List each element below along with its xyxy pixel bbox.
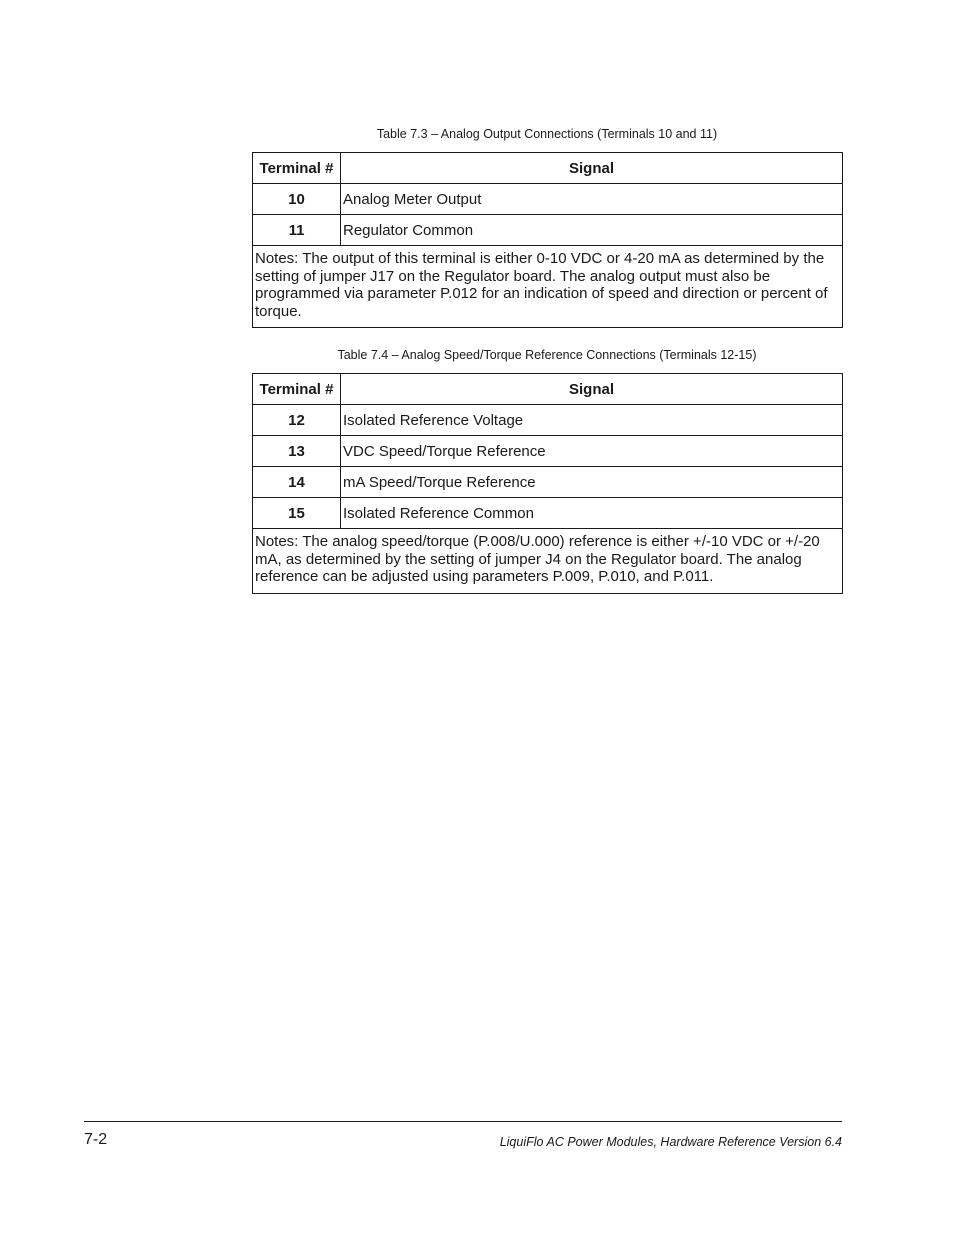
terminal-number: 10	[253, 184, 341, 215]
table-row	[253, 405, 843, 436]
footer-divider	[84, 1121, 842, 1122]
terminal-number: 12	[253, 405, 341, 436]
header-signal: Signal	[341, 374, 843, 405]
signal-name: Isolated Reference Voltage	[341, 405, 843, 436]
header-terminal: Terminal #	[253, 153, 341, 184]
terminal-number: 13	[253, 436, 341, 467]
signal-name: Analog Meter Output	[341, 184, 843, 215]
table-header-row	[253, 153, 843, 184]
footer-document-title: LiquiFlo AC Power Modules, Hardware Reference Version 6.4	[499, 1135, 842, 1149]
page-number: 7-2	[84, 1131, 108, 1148]
table-7-4-caption: Table 7.4 – Analog Speed/Torque Reference Connections (Terminals 12-15)	[337, 348, 757, 362]
table-7-3-caption: Table 7.3 – Analog Output Connections (Terminals 10 and 11)	[376, 127, 718, 141]
signal-name: VDC Speed/Torque Reference	[341, 436, 843, 467]
table-row	[253, 436, 843, 467]
terminal-number: 11	[253, 215, 341, 246]
signal-name: Isolated Reference Common	[341, 498, 843, 529]
table-notes-row	[253, 246, 843, 328]
table-notes: Notes: The output of this terminal is either 0-10 VDC or 4-20 mA as determined by the setting of jumper J17 on the Regulator board. The analog output must also be programmed via parameter P.012 for an indication of speed and direction or percent of torque.	[253, 246, 843, 328]
table-notes: Notes: The analog speed/torque (P.008/U.000) reference is either +/-10 VDC or +/-20 mA, as determined by the setting of jumper J4 on the Regulator board. The analog reference can be adjusted using parameters P.009, P.010, and P.011.	[253, 529, 843, 594]
table-7-4	[252, 373, 843, 594]
table-row	[253, 215, 843, 246]
signal-name: mA Speed/Torque Reference	[341, 467, 843, 498]
table-header-row	[253, 374, 843, 405]
table-row	[253, 498, 843, 529]
header-signal: Signal	[341, 153, 843, 184]
table-notes-row	[253, 529, 843, 594]
header-terminal: Terminal #	[253, 374, 341, 405]
terminal-number: 15	[253, 498, 341, 529]
table-7-3	[252, 152, 843, 328]
table-row	[253, 184, 843, 215]
signal-name: Regulator Common	[341, 215, 843, 246]
terminal-number: 14	[253, 467, 341, 498]
table-row	[253, 467, 843, 498]
